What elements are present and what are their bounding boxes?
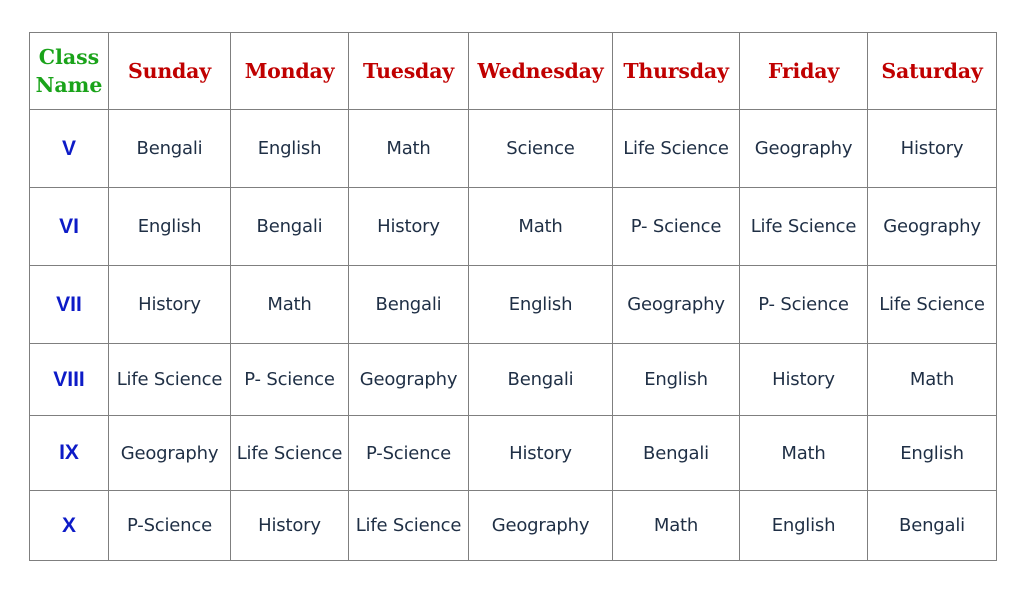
day-header-tuesday: Tuesday (349, 33, 469, 110)
subject-cell: P- Science (613, 188, 740, 266)
class-name-cell: VI (30, 188, 109, 266)
subject-cell: Geography (109, 416, 231, 491)
subject-cell: English (613, 344, 740, 416)
day-header-wednesday: Wednesday (469, 33, 613, 110)
subject-cell: Life Science (349, 491, 469, 561)
class-name-cell: X (30, 491, 109, 561)
subject-cell: Life Science (740, 188, 868, 266)
subject-cell: English (231, 110, 349, 188)
table-row (30, 188, 997, 266)
subject-cell: Geography (613, 266, 740, 344)
table-row (30, 416, 997, 491)
table-row (30, 344, 997, 416)
subject-cell: English (868, 416, 997, 491)
subject-cell: History (231, 491, 349, 561)
subject-cell: History (868, 110, 997, 188)
class-name-cell: VII (30, 266, 109, 344)
subject-cell: Life Science (109, 344, 231, 416)
subject-cell: Math (740, 416, 868, 491)
subject-cell: P- Science (740, 266, 868, 344)
subject-cell: Geography (868, 188, 997, 266)
subject-cell: English (740, 491, 868, 561)
subject-cell: Life Science (868, 266, 997, 344)
subject-cell: Life Science (613, 110, 740, 188)
class-name-cell: V (30, 110, 109, 188)
subject-cell: Bengali (349, 266, 469, 344)
class-name-cell: IX (30, 416, 109, 491)
subject-cell: English (109, 188, 231, 266)
day-header-monday: Monday (231, 33, 349, 110)
subject-cell: History (349, 188, 469, 266)
subject-cell: Bengali (613, 416, 740, 491)
table-row (30, 110, 997, 188)
routine-body (30, 110, 997, 561)
class-routine-table (29, 32, 997, 561)
subject-cell: Bengali (109, 110, 231, 188)
subject-cell: Bengali (868, 491, 997, 561)
class-name-header (30, 33, 109, 110)
subject-cell: Math (868, 344, 997, 416)
subject-cell: Geography (469, 491, 613, 561)
subject-cell: Life Science (231, 416, 349, 491)
table-row (30, 491, 997, 561)
subject-cell: P-Science (349, 416, 469, 491)
subject-cell: Math (613, 491, 740, 561)
subject-cell: Geography (740, 110, 868, 188)
subject-cell: Math (231, 266, 349, 344)
subject-cell: P- Science (231, 344, 349, 416)
day-header-sunday: Sunday (109, 33, 231, 110)
class-name-cell: VIII (30, 344, 109, 416)
header-row (30, 33, 997, 110)
class-name-header-line2: Name (35, 73, 103, 97)
subject-cell: Bengali (231, 188, 349, 266)
class-name-header-line1: Class (38, 45, 100, 69)
day-header-thursday: Thursday (613, 33, 740, 110)
subject-cell: Math (349, 110, 469, 188)
day-header-saturday: Saturday (868, 33, 997, 110)
subject-cell: Math (469, 188, 613, 266)
day-header-friday: Friday (740, 33, 868, 110)
subject-cell: History (740, 344, 868, 416)
table-row (30, 266, 997, 344)
subject-cell: P-Science (109, 491, 231, 561)
subject-cell: Geography (349, 344, 469, 416)
subject-cell: Science (469, 110, 613, 188)
subject-cell: History (109, 266, 231, 344)
subject-cell: History (469, 416, 613, 491)
subject-cell: English (469, 266, 613, 344)
subject-cell: Bengali (469, 344, 613, 416)
